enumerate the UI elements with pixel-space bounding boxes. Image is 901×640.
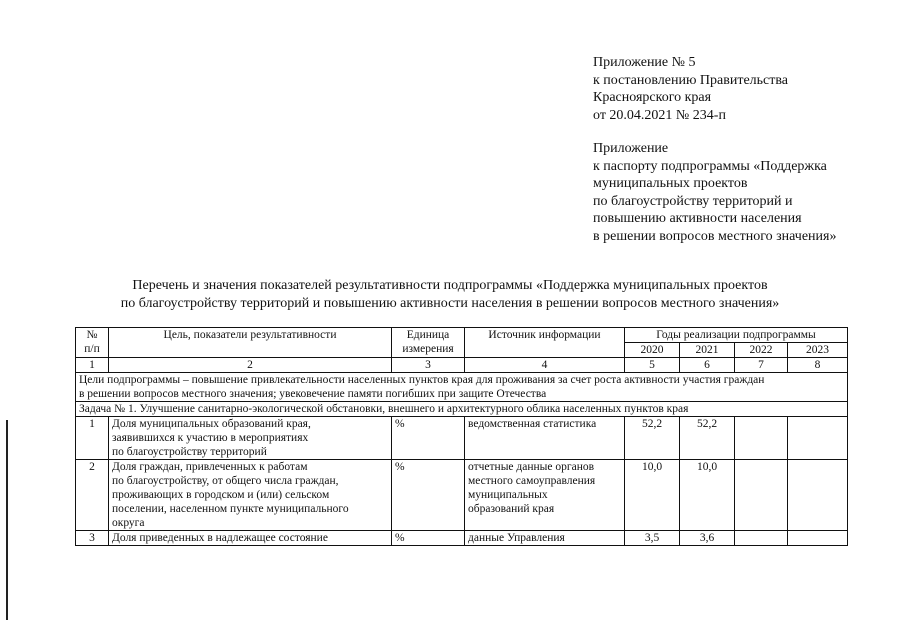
goals-row — [76, 373, 848, 402]
indicators-table — [75, 327, 848, 546]
header-year: 2023 — [788, 343, 848, 358]
indicator-cell — [109, 417, 392, 460]
row-number: 3 — [76, 531, 109, 546]
passport-line: муниципальных проектов — [593, 176, 748, 192]
table-row — [76, 460, 848, 531]
passport-appendix-reference — [593, 140, 836, 246]
indicator-cell — [109, 531, 392, 546]
row-number: 2 — [76, 460, 109, 531]
appendix-line: от 20.04.2021 № 234-п — [593, 107, 726, 123]
passport-line: в решении вопросов местного значения» — [593, 228, 837, 244]
scan-edge-mark — [6, 420, 8, 620]
indicator-line: Доля приведенных в надлежащее состояние — [112, 532, 328, 544]
title-line-1: Перечень и значения показателей результативности подпрограммы «Поддержка муниципальных проектов — [132, 278, 768, 293]
appendix-line: Приложение № 5 — [593, 55, 696, 70]
indicator-line: по благоустройству территорий — [112, 446, 267, 458]
header-year: 2020 — [625, 343, 680, 358]
goals-line: Цели подпрограммы – повышение привлекательности населенных пунктов края для проживания за счет роста активности участия граждан — [79, 374, 765, 386]
source-cell — [465, 531, 625, 546]
indicator-line: Доля граждан, привлеченных к работам — [112, 461, 308, 473]
header-years: Годы реализации подпрограммы — [625, 328, 848, 343]
value-2020: 10,0 — [625, 460, 680, 531]
column-number: 1 — [76, 358, 109, 373]
task-row — [76, 402, 848, 417]
indicator-line: заявившихся к участию в мероприятиях — [112, 432, 309, 444]
row-number: 1 — [76, 417, 109, 460]
source-line: отчетные данные органов — [468, 461, 595, 473]
passport-line: Приложение — [593, 141, 669, 156]
source-cell — [465, 417, 625, 460]
header-unit-sub: измерения — [402, 343, 454, 355]
indicator-line: проживающих в городском и (или) сельском — [112, 489, 330, 501]
header-num: № — [86, 329, 98, 341]
column-number: 5 — [625, 358, 680, 373]
table-row — [76, 417, 848, 460]
column-number: 7 — [735, 358, 788, 373]
indicator-line: округа — [112, 517, 145, 529]
header-year: 2022 — [735, 343, 788, 358]
indicator-line: Доля муниципальных образований края, — [112, 418, 311, 430]
passport-line: к паспорту подпрограммы «Поддержка — [593, 158, 827, 174]
value-2022 — [735, 460, 788, 531]
source-line: данные Управления — [468, 532, 565, 544]
value-2020: 52,2 — [625, 417, 680, 460]
unit-cell: % — [392, 417, 465, 460]
goals-cell — [76, 373, 848, 402]
header-goal: Цель, показатели результативности — [109, 328, 392, 358]
value-2023 — [788, 417, 848, 460]
column-numbers-row — [76, 358, 848, 373]
source-line: муниципальных — [468, 489, 548, 501]
header-year: 2021 — [680, 343, 735, 358]
appendix-line: к постановлению Правительства — [593, 72, 789, 88]
indicator-line: по благоустройству, от общего числа граждан, — [112, 475, 339, 487]
header-row — [76, 328, 848, 343]
source-cell — [465, 460, 625, 531]
value-2021: 3,6 — [680, 531, 735, 546]
table-row — [76, 531, 848, 546]
value-2023 — [788, 531, 848, 546]
column-number: 2 — [109, 358, 392, 373]
title-line-2: по благоустройству территорий и повышению активности населения в решении вопросов местного значения» — [120, 296, 780, 311]
indicator-line: поселении, населенном пункте муниципального — [112, 503, 349, 515]
value-2023 — [788, 460, 848, 531]
header-num-cell — [76, 328, 109, 358]
value-2020: 3,5 — [625, 531, 680, 546]
header-unit-cell — [392, 328, 465, 358]
column-number: 3 — [392, 358, 465, 373]
column-number: 6 — [680, 358, 735, 373]
task-cell: Задача № 1. Улучшение санитарно-экологической обстановки, внешнего и архитектурного облика населенных пунктов края — [76, 402, 848, 417]
value-2022 — [735, 417, 788, 460]
source-line: ведомственная статистика — [468, 418, 597, 430]
document-title — [60, 277, 840, 313]
goals-line: в решении вопросов местного значения; увековечение памяти погибших при защите Отечества — [79, 388, 547, 400]
header-num-sub: п/п — [84, 343, 100, 355]
passport-line: повышению активности населения — [593, 211, 802, 227]
unit-cell: % — [392, 460, 465, 531]
header-source: Источник информации — [465, 328, 625, 358]
value-2022 — [735, 531, 788, 546]
header-unit: Единица — [406, 329, 450, 341]
value-2021: 52,2 — [680, 417, 735, 460]
source-line: местного самоуправления — [468, 475, 596, 487]
indicator-cell — [109, 460, 392, 531]
appendix-line: Красноярского края — [593, 90, 712, 106]
column-number: 8 — [788, 358, 848, 373]
passport-line: по благоустройству территорий и — [593, 193, 793, 209]
source-line: образований края — [468, 503, 555, 515]
appendix-reference — [593, 54, 788, 124]
column-number: 4 — [465, 358, 625, 373]
value-2021: 10,0 — [680, 460, 735, 531]
unit-cell: % — [392, 531, 465, 546]
